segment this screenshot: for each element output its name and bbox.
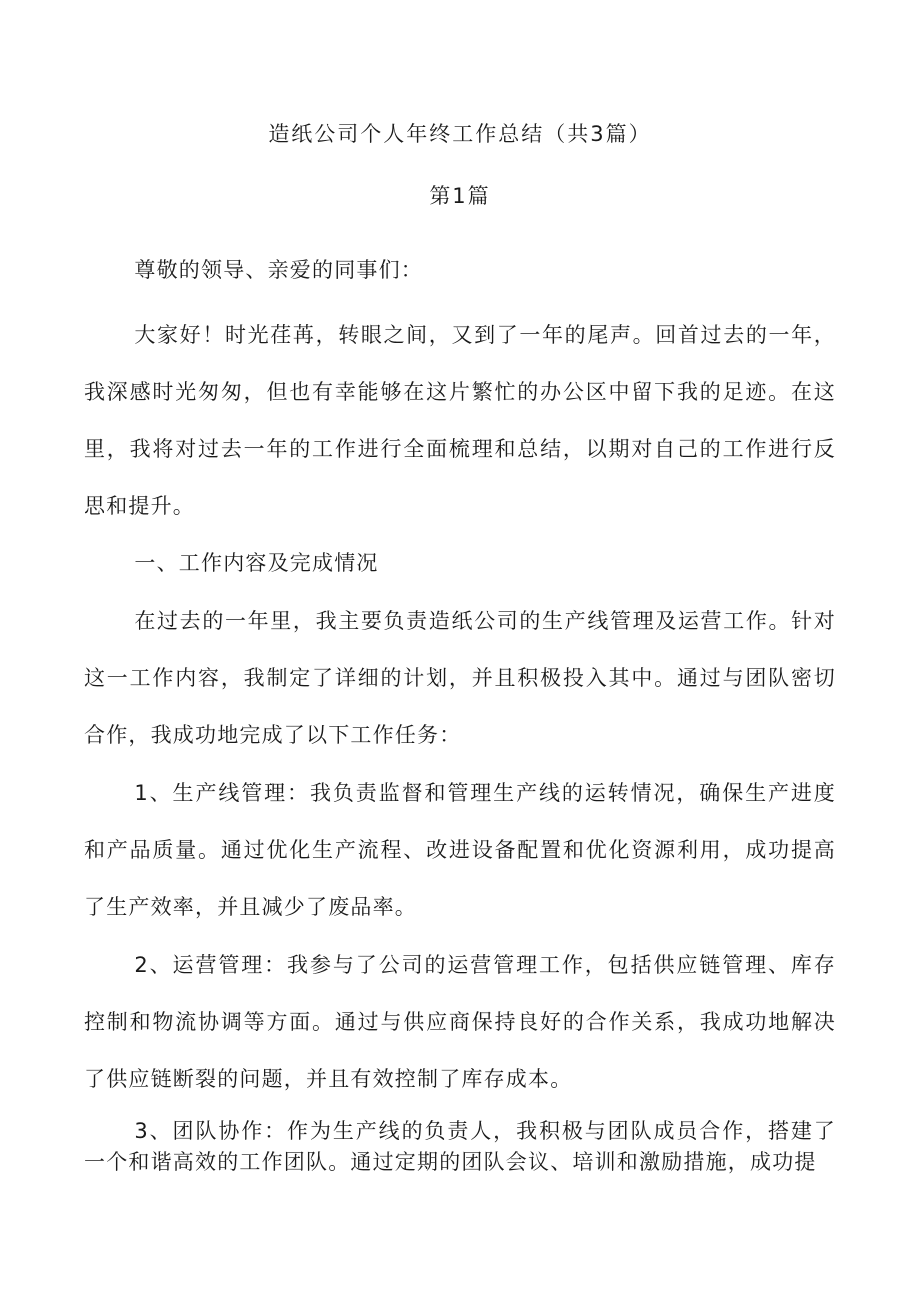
intro-paragraph: 大家好！时光荏苒，转眼之间，又到了一年的尾声。回首过去的一年，我深感时光匆匆，但也有幸能够在这片繁忙的办公区中留下我的足迹。在这里，我将对过去一年的工作进行全面梳理和总结，以期对自己的工作进行反思和提升。 (84, 323, 836, 518)
salutation-paragraph: 尊敬的领导、亲爱的同事们： (134, 258, 423, 282)
section-one-heading: 一、工作内容及完成情况 (134, 551, 379, 575)
section-heading: 第1篇 (429, 184, 491, 208)
item-teamwork-paragraph: 3、团队协作：作为生产线的负责人，我积极与团队成员合作，搭建了一个和谐高效的工作团队。通过定期的团队会议、培训和激励措施，成功提 (84, 1119, 836, 1174)
document-title: 造纸公司个人年终工作总结（共3篇） (268, 122, 652, 146)
work-overview-paragraph: 在过去的一年里，我主要负责造纸公司的生产线管理及运营工作。针对这一工作内容，我制定了详细的计划，并且积极投入其中。通过与团队密切合作，我成功地完成了以下工作任务： (84, 609, 836, 747)
item-operations-paragraph: 2、运营管理：我参与了公司的运营管理工作，包括供应链管理、库存控制和物流协调等方面。通过与供应商保持良好的合作关系，我成功地解决了供应链断裂的问题，并且有效控制了库存成本。 (84, 953, 836, 1091)
item-production-paragraph: 1、生产线管理：我负责监督和管理生产线的运转情况，确保生产进度和产品质量。通过优化生产流程、改进设备配置和优化资源利用，成功提高了生产效率，并且减少了废品率。 (84, 781, 836, 919)
